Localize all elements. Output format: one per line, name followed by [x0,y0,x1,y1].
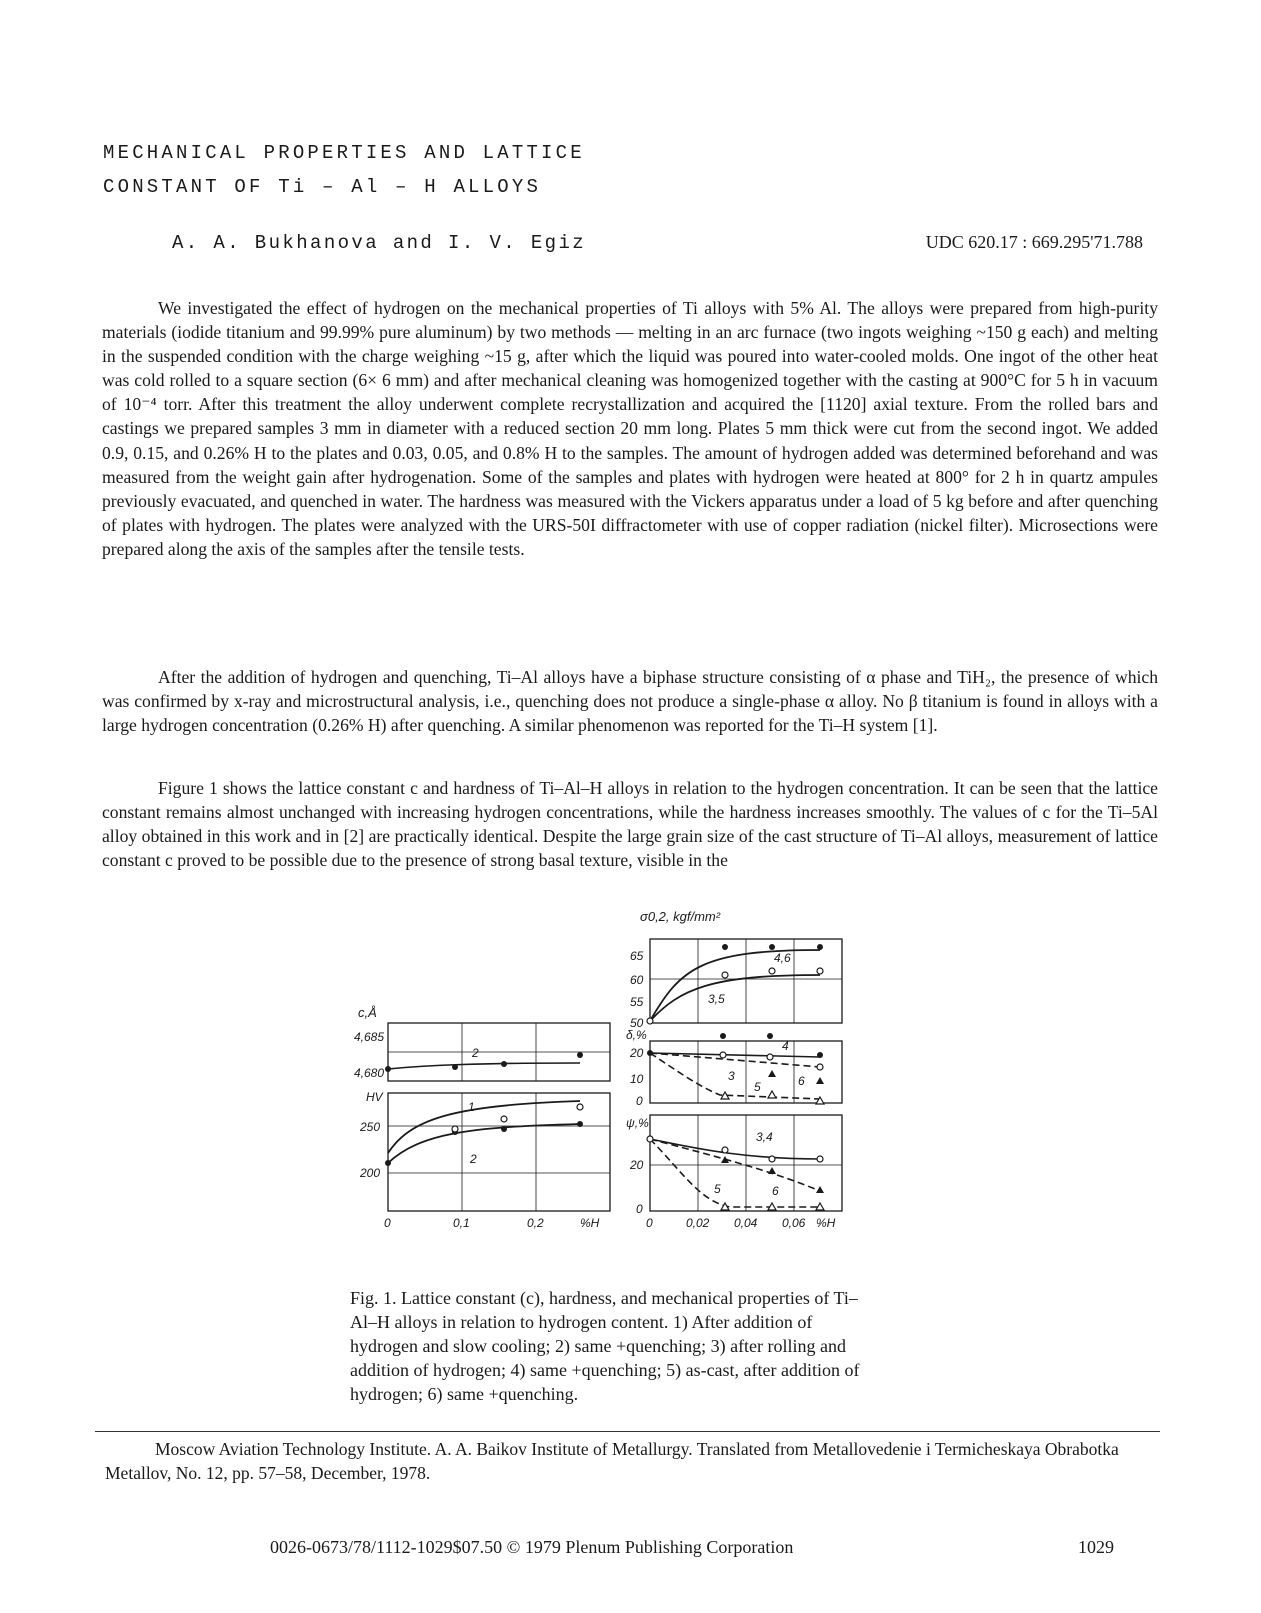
sigma-tick-50: 50 [630,1016,644,1030]
c-tick-4680: 4,680 [354,1066,385,1080]
curve-label-35: 3,5 [708,992,725,1006]
curve-label-1-hv: 1 [468,1100,475,1114]
sigma-tick-65: 65 [630,949,644,963]
right-x-tick-006: 0,06 [782,1216,806,1230]
title-line-2: CONSTANT OF Ti – Al – H ALLOYS [103,176,542,198]
curve-label-2-c: 2 [472,1046,479,1060]
curve-label-5-psi: 5 [714,1182,721,1196]
curve-label-4: 4 [782,1039,789,1053]
footnote: Moscow Aviation Technology Institute. A. A. Baikov Institute of Metallurgy. Translated from Metallovedenie i Termicheskaya Obrabotka Metallov, No. 12, pp. 57–58, December, 1978. [105,1439,1119,1483]
curve-label-34: 3,4 [756,1130,773,1144]
authors: A. A. Bukhanova and I. V. Egiz [172,232,587,254]
hv-tick-250: 250 [360,1120,381,1134]
delta-tick-0: 0 [636,1094,643,1108]
delta-tick-20: 20 [630,1046,644,1060]
sigma-tick-60: 60 [630,973,644,987]
left-x-unit: %H [580,1216,600,1230]
sigma-axis-label: σ0,2, kgf/mm² [640,909,721,924]
paragraph-1: We investigated the effect of hydrogen on the mechanical properties of Ti alloys with 5% Al. The alloys were prepared from high-purity materials (iodide titanium and 99.99% pure aluminum) by two methods — melting in an arc furnace (two ingots weighing ~150 g each) and melting in the suspended condition with the charge weighing ~15 g, after which the liquid was poured into water-cooled molds. One ingot of the other heat was cold rolled to a square section (6× 6 mm) and after mechanical cleaning was homogenized together with the casting at 900°C for 5 h in vacuum of 10⁻⁴ torr. After this treatment the alloy underwent complete recrystallization and acquired the [1120] axial texture. From the rolled bars and castings we prepared samples 3 mm in diameter with a reduced section 20 mm long. Plates 5 mm thick were cut from the second ingot. We added 0.9, 0.15, and 0.26% H to the plates and 0.03, 0.05, and 0.8% H to the samples. The amount of hydrogen added was determined beforehand and was measured from the weight gain after hydrogenation. Some of the samples and plates with hydrogen were heated at 800° for 2 h in quartz ampules previously evacuated, and quenched in water. The hardness was measured with the Vickers apparatus under a load of 5 kg before and after quenching of plates with hydrogen. The plates were analyzed with the URS-50I diffractometer with use of copper radiation (nickel filter). Microsections were prepared along the axis of the samples after the tensile tests. [102,298,1158,559]
psi-tick-20: 20 [630,1158,644,1172]
delta-axis-label: δ,% [626,1028,647,1042]
left-x-tick-0: 0 [384,1216,391,1230]
curve-label-5-delta: 5 [754,1080,761,1094]
hv-axis-label: HV [366,1090,383,1104]
sigma-tick-55: 55 [630,995,644,1009]
right-x-tick-004: 0,04 [734,1216,758,1230]
figure-1 [340,905,860,1235]
psi-axis-label: ψ,% [626,1116,649,1130]
curve-label-2-hv: 2 [470,1152,477,1166]
paragraph-2: After the addition of hydrogen and quenching, Ti–Al alloys have a biphase structure consisting of α phase and TiH₂, the presence of which was confirmed by x-ray and microstructural analysis, i.e., quenching does not produce a single-phase α alloy. No β titanium is found in alloys with a large hydrogen concentration (0.26% H) after quenching. A similar phenomenon was reported for the Ti–H system [1]. [102,667,1158,736]
footnote-rule [95,1431,1160,1432]
page-number: 1029 [1078,1537,1114,1557]
right-x-tick-002: 0,02 [686,1216,710,1230]
delta-tick-10: 10 [630,1072,644,1086]
curve-label-3: 3 [728,1069,735,1083]
c-axis-label: c,Å [358,1005,377,1020]
c-tick-4685: 4,685 [354,1030,385,1044]
hv-tick-200: 200 [360,1166,381,1180]
left-x-tick-01: 0,1 [453,1216,470,1230]
right-x-unit: %H [816,1216,836,1230]
curve-label-6-psi: 6 [772,1184,779,1198]
curve-label-46: 4,6 [774,951,791,965]
paragraph-3: Figure 1 shows the lattice constant c and hardness of Ti–Al–H alloys in relation to the hydrogen concentration. It can be seen that the lattice constant remains almost unchanged with increasing hydrogen concentrations, while the hardness increases smoothly. The values of c for the Ti–5Al alloy obtained in this work and in [2] are practically identical. Despite the large grain size of the cast structure of Ti–Al alloys, measurement of lattice constant c proved to be possible due to the presence of strong basal texture, visible in the [102,778,1158,871]
copyright-line: 0026-0673/78/1112-1029$07.50 © 1979 Plenum Publishing Corporation [270,1537,794,1557]
psi-tick-0: 0 [636,1202,643,1216]
left-x-tick-02: 0,2 [527,1216,544,1230]
udc-code: UDC 620.17 : 669.295'71.788 [925,232,1143,252]
figure-caption: Fig. 1. Lattice constant (c), hardness, and mechanical properties of Ti–Al–H alloys in relation to hydrogen content. 1) After addition of hydrogen and slow cooling; 2) same +quenching; 3) after rolling and addition of hydrogen; 4) same +quenching; 5) as-cast, after addition of hydrogen; 6) same +quenching. [350,1288,860,1404]
right-x-tick-0: 0 [646,1216,653,1230]
curve-label-6-delta: 6 [798,1074,805,1088]
title-line-1: MECHANICAL PROPERTIES AND LATTICE [103,142,585,164]
